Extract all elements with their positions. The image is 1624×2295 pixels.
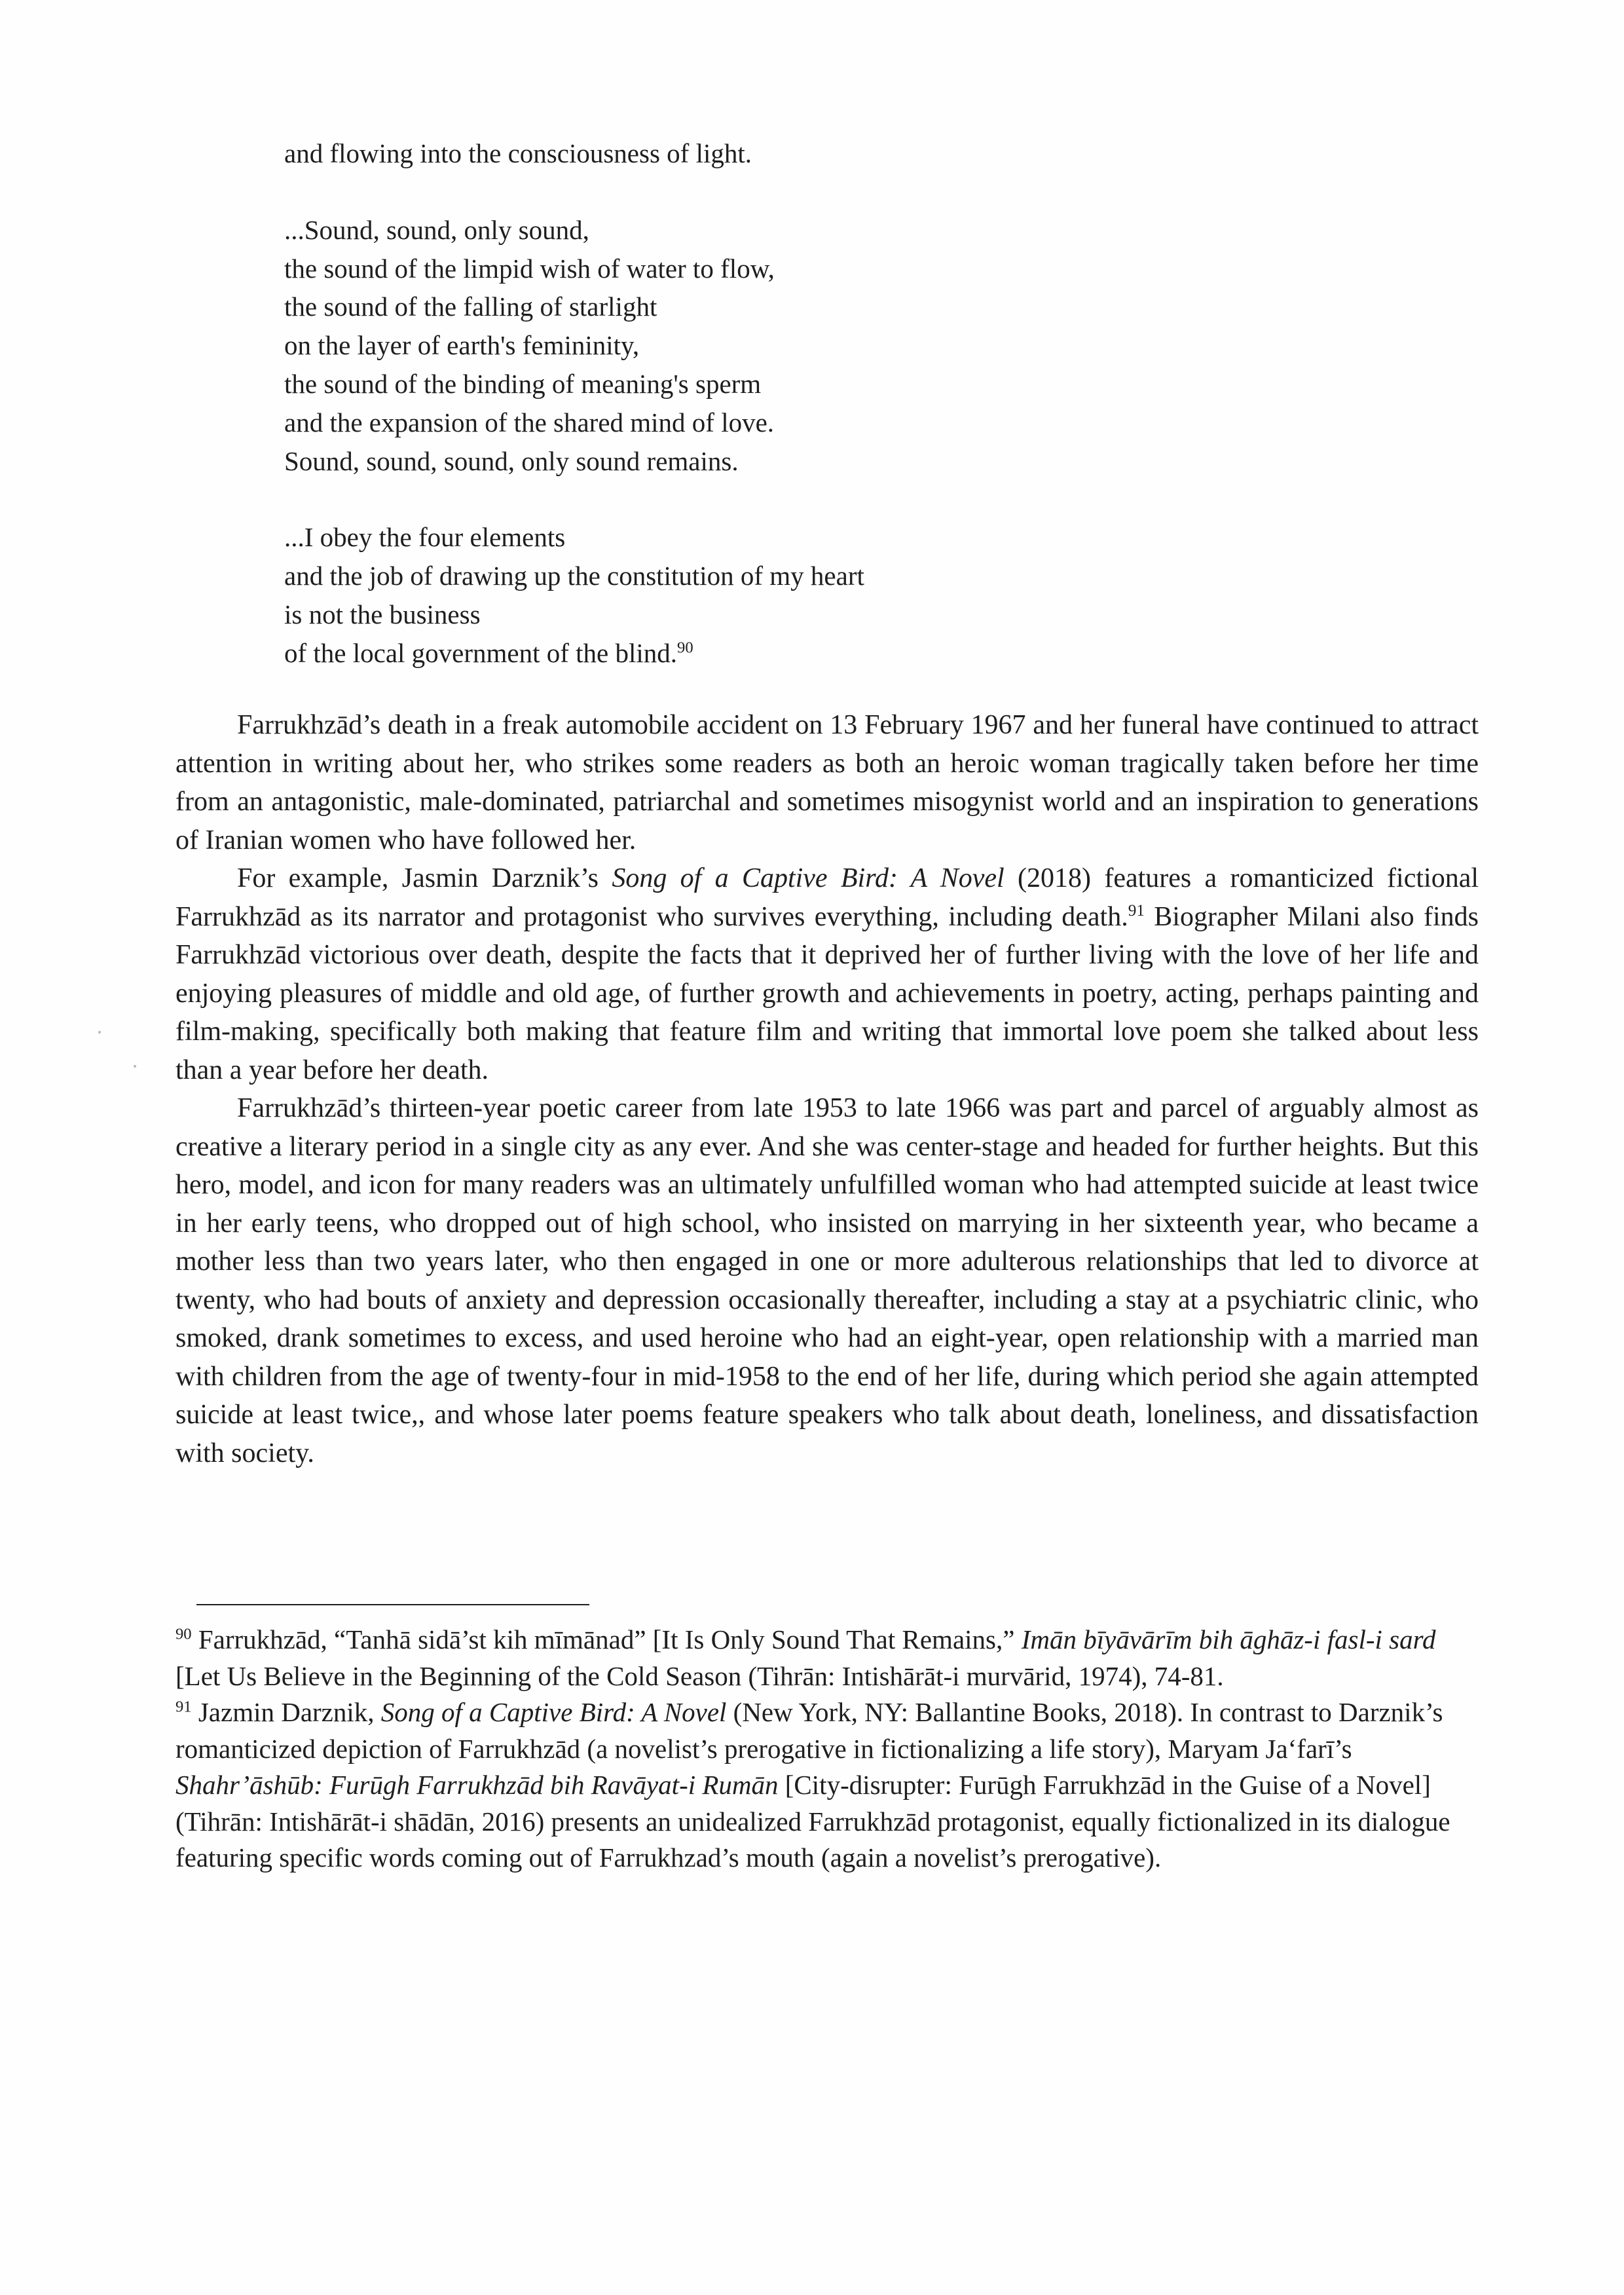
scan-speck bbox=[134, 1065, 136, 1068]
poem-line: the sound of the limpid wish of water to flow, bbox=[284, 253, 775, 284]
footnote-text: Jazmin Darznik, bbox=[191, 1697, 381, 1727]
poem-stanza bbox=[284, 211, 1397, 481]
poem-stanza bbox=[284, 134, 1397, 173]
footnote-ref-90: 90 bbox=[677, 639, 693, 657]
poem-line: and the expansion of the shared mind of love. bbox=[284, 407, 775, 438]
footnote-91 bbox=[175, 1694, 1479, 1876]
paragraph-3: Farrukhzād’s thirteen-year poetic career from late 1953 to late 1966 was part and parcel of arguably almost as creative a literary period in a single city as any ever. And she was center-stage and headed for further heights. But this hero, model, and icon for many readers was an ultimately unfulfilled woman who had attempted suicide at least twice in her early teens, who dropped out of high school, who insisted on marrying in her sixteenth year, who became a mother less than two years later, who then engaged in one or more adulterous relationships that led to divorce at twenty, who had bouts of anxiety and depression occasionally thereafter, including a stay at a psychiatric clinic, who smoked, drank sometimes to excess, and used heroine who had an eight-year, open relationship with a married man with children from the age of twenty-four in mid-1958 to the end of her life, during which period she again attempted suicide at least twice,, and whose later poems feature speakers who talk about death, loneliness, and dissatisfaction with society. bbox=[175, 1093, 1479, 1468]
footnote-text: (New York, NY: Ballantine Books, 2018). In contrast to Darznik’s romanticized depiction of Farrukhzād (a novelist’s prerogative in fictionalizing a life story), Maryam Ja‘farī’s bbox=[175, 1697, 1443, 1764]
footnote-title: Song of a Captive Bird: A Novel bbox=[380, 1697, 727, 1727]
poem-line: the sound of the falling of starlight bbox=[284, 291, 657, 322]
footnote-title: Imān bīyāvārīm bih āghāz-i fasl-i sard bbox=[1021, 1624, 1436, 1654]
footnote-ref-91: 91 bbox=[1128, 901, 1145, 920]
poem-line: and the job of drawing up the constitution of my heart bbox=[284, 561, 864, 591]
poem-line: and flowing into the consciousness of light. bbox=[284, 138, 752, 168]
footnote-divider bbox=[196, 1604, 589, 1605]
paragraph-2-text: (2018) features a romanticized fictional Farrukhzād as its narrator and protagonist who survives everything, including death. bbox=[175, 863, 1479, 932]
poem-line: on the layer of earth's femininity, bbox=[284, 330, 640, 361]
poem-stanza bbox=[284, 518, 1397, 672]
paragraph-2 bbox=[175, 859, 1479, 1089]
poem-line bbox=[284, 634, 1397, 673]
poem-block bbox=[284, 134, 1397, 673]
stanza-gap bbox=[284, 480, 1397, 518]
body-text bbox=[175, 706, 1479, 1472]
poem-line: ...Sound, sound, only sound, bbox=[284, 214, 589, 245]
poem-line: is not the business bbox=[284, 599, 481, 629]
footnote-title: Shahr’āshūb: Furūgh Farrukhzād bih Ravāyat-i Rumān bbox=[175, 1770, 779, 1800]
poem-line: ...I obey the four elements bbox=[284, 522, 566, 553]
poem-line: the sound of the binding of meaning's sperm bbox=[284, 368, 762, 399]
scan-speck bbox=[98, 1031, 101, 1034]
stanza-gap bbox=[284, 173, 1397, 211]
footnote-number: 90 bbox=[175, 1625, 192, 1643]
footnote-text: [City-disrupter: Furūgh Farrukhzād in the Guise of a Novel] (Tihrān: Intishārāt-i shādān, 2016) presents an unidealized Farrukhzād protagonist, equally fictionalized in its dialogue featuring specific words coming out of Farrukhzad’s mouth (again a novelist’s prerogative). bbox=[175, 1770, 1450, 1873]
poem-line-text: of the local government of the blind. bbox=[284, 637, 678, 668]
footnotes bbox=[175, 1622, 1479, 1876]
book-title: Song of a Captive Bird: A Novel bbox=[612, 863, 1005, 893]
poem-line: Sound, sound, sound, only sound remains. bbox=[284, 445, 739, 476]
footnote-text: [Let Us Believe in the Beginning of the Cold Season (Tihrān: Intishārāt-i murvārid, 1974), 74-81. bbox=[175, 1660, 1224, 1691]
footnote-text: Farrukhzād, “Tanhā sidā’st kih mīmānad” [It Is Only Sound That Remains,” bbox=[191, 1624, 1022, 1654]
footnote-90 bbox=[175, 1622, 1479, 1694]
paragraph-1: Farrukhzād’s death in a freak automobile accident on 13 February 1967 and her funeral have continued to attract attention in writing about her, who strikes some readers as both an heroic woman tragically taken before her time from an antagonistic, male-dominated, patriarchal and sometimes misogynist world and an inspiration to generations of Iranian women who have followed her. bbox=[175, 710, 1479, 855]
footnote-number: 91 bbox=[175, 1698, 192, 1716]
paragraph-2-text: Biographer Milani also finds Farrukhzād victorious over death, despite the facts that it deprived her of further living with the love of her life and enjoying pleasures of middle and old age, of further growth and achievements in poetry, acting, perhaps painting and film-making, specifically both making that feature film and writing that immortal love poem she talked about less than a year before her death. bbox=[175, 901, 1479, 1085]
paragraph-2-text: For example, Jasmin Darznik’s bbox=[237, 863, 612, 893]
